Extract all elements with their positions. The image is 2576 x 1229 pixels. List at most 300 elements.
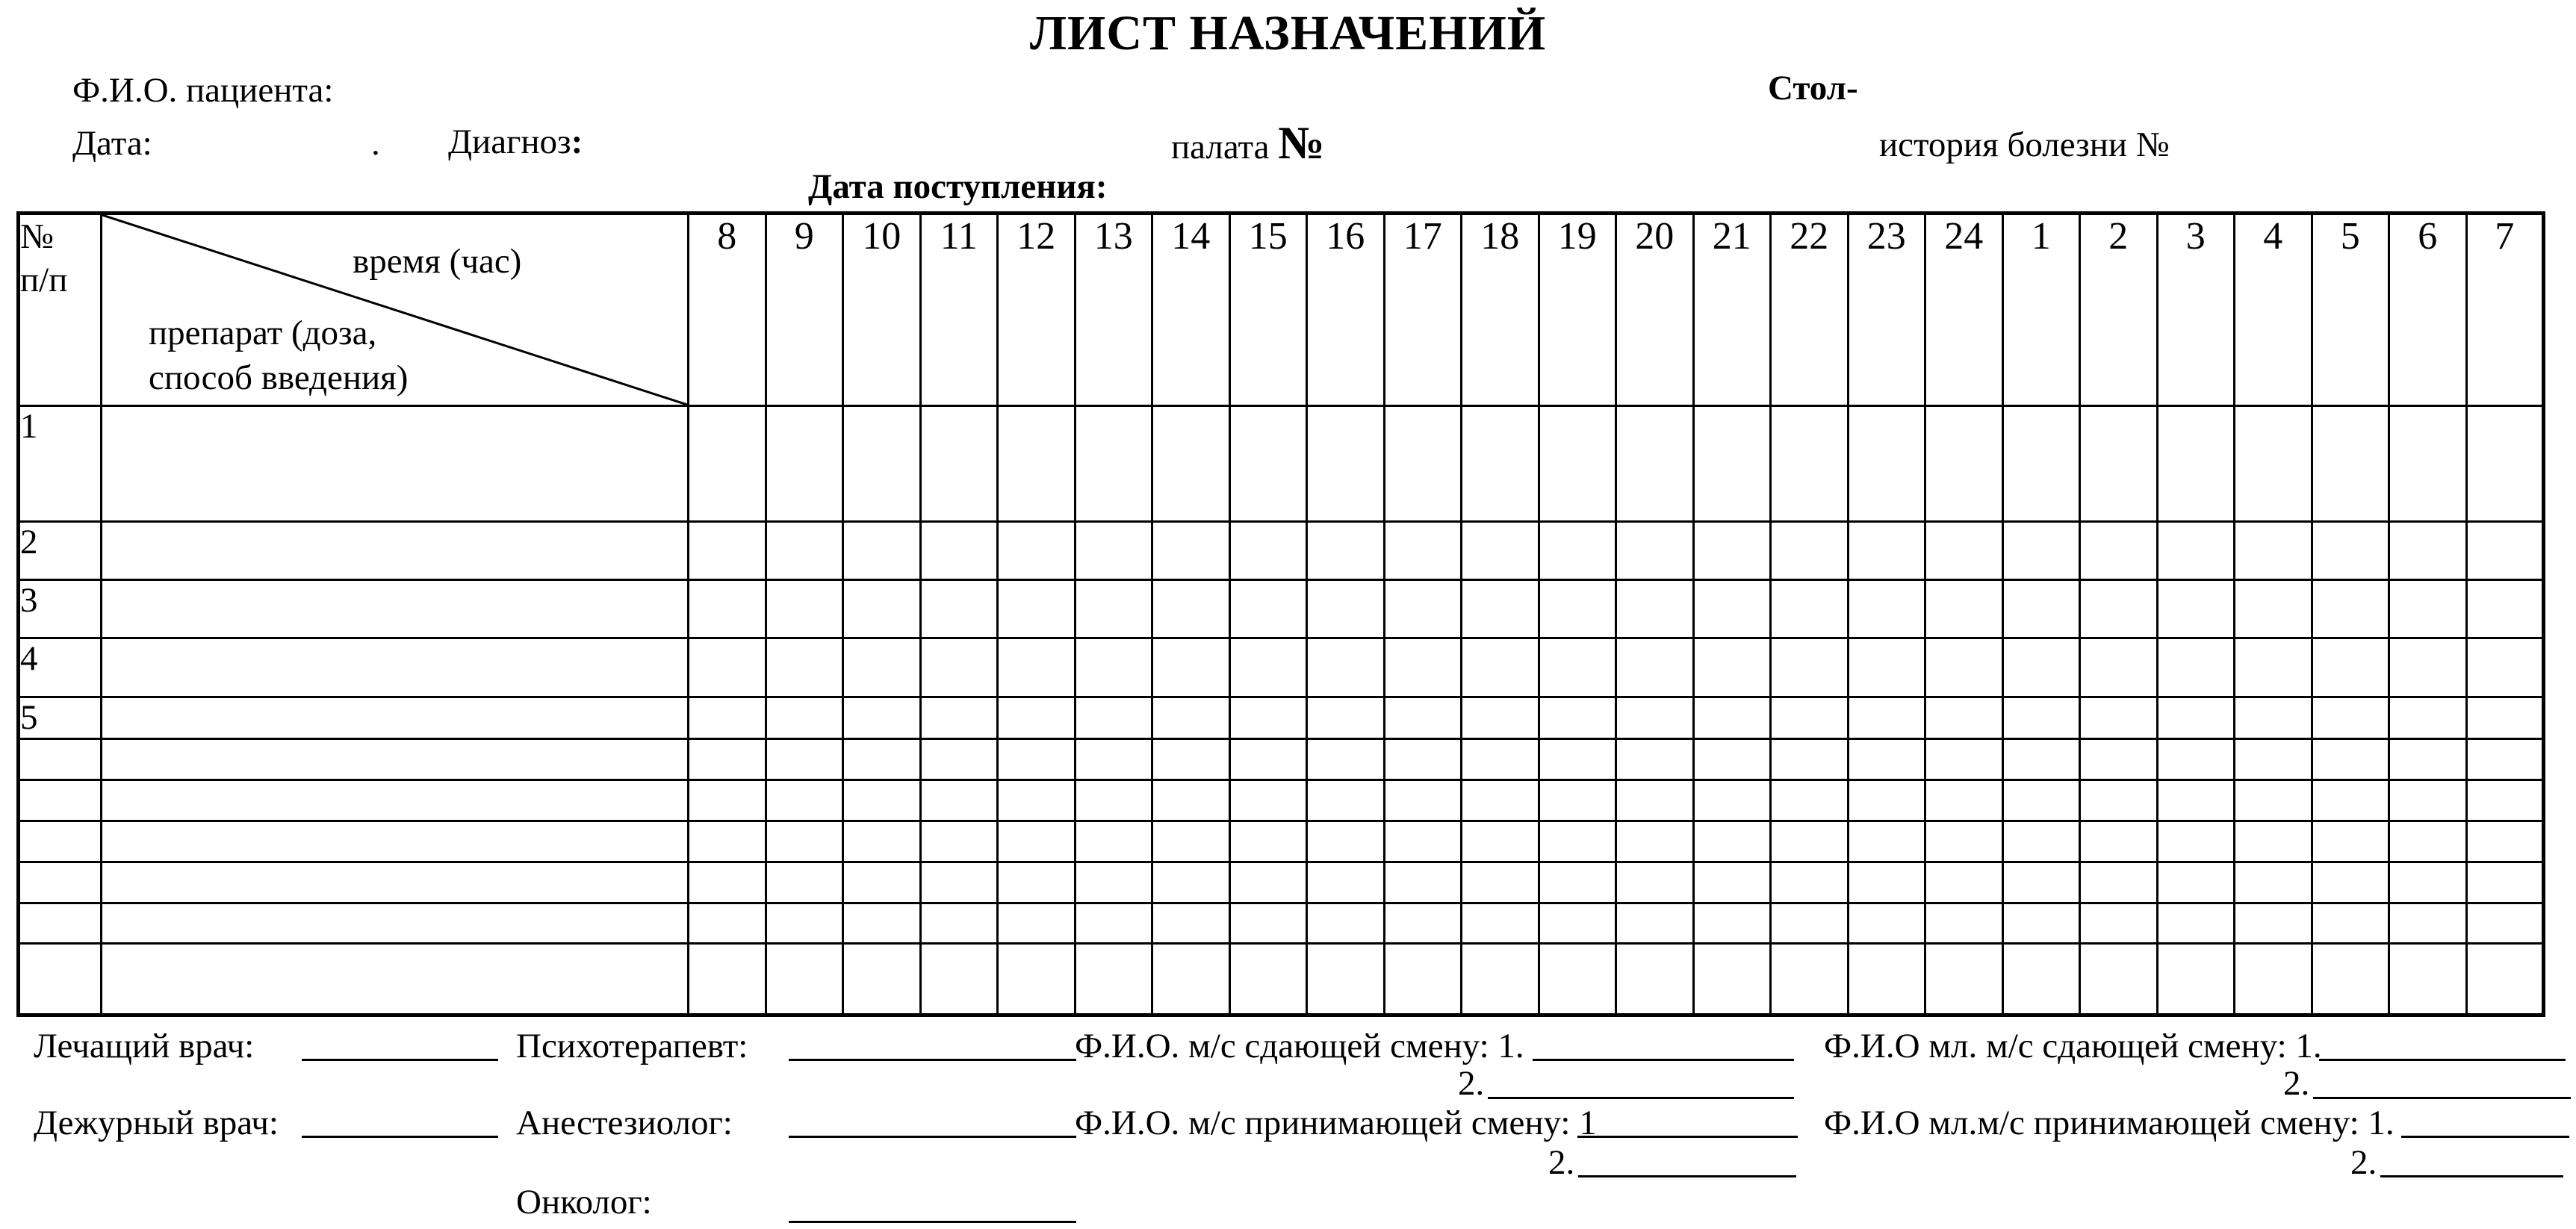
hour-header-cell-16: 16 — [1307, 214, 1385, 406]
hour-mark-cell — [1539, 821, 1616, 862]
hour-mark-cell — [1616, 580, 1694, 638]
hour-mark-cell — [1152, 580, 1230, 638]
hour-mark-cell — [1771, 821, 1849, 862]
hour-mark-cell — [1384, 522, 1462, 580]
hour-mark-cell — [2080, 406, 2158, 522]
hour-mark-cell — [689, 780, 766, 821]
hour-mark-cell — [1693, 739, 1771, 780]
drug-entry-cell — [102, 522, 689, 580]
hour-mark-cell — [1462, 580, 1539, 638]
hour-mark-cell — [1229, 780, 1307, 821]
hour-header-cell-24: 24 — [1925, 214, 2003, 406]
hour-mark-cell — [1616, 821, 1694, 862]
junior-nurse-in-2-label: 2. — [2350, 1143, 2377, 1182]
junior-nurse-in-label: Ф.И.О мл.м/с принимающей смену: 1. — [1824, 1104, 2395, 1142]
hour-mark-cell — [766, 580, 843, 638]
hour-mark-cell — [1771, 944, 1849, 1015]
hour-mark-cell — [1462, 780, 1539, 821]
hour-header-cell-18: 18 — [1462, 214, 1539, 406]
grid-row-10 — [19, 903, 2544, 944]
hour-header-cell-12: 12 — [998, 214, 1076, 406]
hour-mark-cell — [1848, 638, 1925, 697]
hour-mark-cell — [2080, 638, 2158, 697]
hour-mark-cell — [1307, 903, 1385, 944]
hour-mark-cell — [1075, 780, 1152, 821]
hour-mark-cell — [1925, 944, 2003, 1015]
junior-nurse-in-1-blank — [2401, 1136, 2569, 1138]
hour-mark-cell — [1462, 903, 1539, 944]
hour-mark-cell — [1229, 580, 1307, 638]
hour-header-cell-10: 10 — [843, 214, 921, 406]
hour-header-cell-8: 8 — [689, 214, 766, 406]
grid-row-8 — [19, 821, 2544, 862]
drug-entry-cell — [102, 697, 689, 739]
hour-mark-cell — [998, 406, 1076, 522]
drug-entry-cell — [102, 821, 689, 862]
hour-mark-cell — [1462, 522, 1539, 580]
hour-mark-cell — [1384, 821, 1462, 862]
hour-mark-cell — [1307, 780, 1385, 821]
hour-mark-cell — [2157, 739, 2235, 780]
hour-mark-cell — [1229, 638, 1307, 697]
hour-mark-cell — [2466, 739, 2544, 780]
hour-mark-cell — [2002, 821, 2080, 862]
hour-header-cell-13: 13 — [1075, 214, 1152, 406]
drug-entry-cell — [102, 580, 689, 638]
hour-mark-cell — [1539, 903, 1616, 944]
row-number-cell — [19, 780, 102, 821]
drug-entry-cell — [102, 406, 689, 522]
hour-mark-cell — [766, 406, 843, 522]
grid-header-row — [19, 214, 2544, 406]
hour-mark-cell — [1307, 862, 1385, 903]
hour-mark-cell — [1771, 862, 1849, 903]
psychotherapist-blank — [789, 1059, 1076, 1061]
hour-mark-cell — [1848, 821, 1925, 862]
hour-mark-cell — [1229, 522, 1307, 580]
hour-mark-cell — [1384, 406, 1462, 522]
drug-entry-cell — [102, 638, 689, 697]
hour-mark-cell — [1925, 580, 2003, 638]
hour-mark-cell — [2002, 638, 2080, 697]
hour-mark-cell — [920, 821, 998, 862]
hour-mark-cell — [1152, 697, 1230, 739]
hour-mark-cell — [2157, 821, 2235, 862]
psychotherapist-label: Психотерапевт: — [516, 1027, 748, 1065]
junior-nurse-out-1-blank — [2319, 1059, 2566, 1061]
hour-mark-cell — [920, 406, 998, 522]
hour-mark-cell — [1539, 944, 1616, 1015]
hour-mark-cell — [1925, 821, 2003, 862]
attending-physician-blank — [302, 1059, 498, 1061]
hour-mark-cell — [2389, 862, 2467, 903]
hour-mark-cell — [2080, 580, 2158, 638]
hour-mark-cell — [1229, 944, 1307, 1015]
hour-header-cell-7: 7 — [2466, 214, 2544, 406]
oncologist-label: Онколог: — [516, 1183, 652, 1222]
hour-mark-cell — [2235, 780, 2312, 821]
hour-mark-cell — [1693, 522, 1771, 580]
hour-mark-cell — [998, 821, 1076, 862]
hour-mark-cell — [2002, 862, 2080, 903]
hour-mark-cell — [689, 406, 766, 522]
hour-mark-cell — [998, 697, 1076, 739]
grid-row-1 — [19, 406, 2544, 522]
grid-row-11 — [19, 944, 2544, 1015]
anesthesiologist-blank — [789, 1136, 1076, 1138]
grid-row-2 — [19, 522, 2544, 580]
hour-mark-cell — [920, 580, 998, 638]
hour-mark-cell — [1539, 862, 1616, 903]
hour-mark-cell — [843, 903, 921, 944]
hour-mark-cell — [1771, 697, 1849, 739]
hour-mark-cell — [2389, 944, 2467, 1015]
hour-mark-cell — [1848, 697, 1925, 739]
hour-header-cell-21: 21 — [1693, 214, 1771, 406]
row-number-cell: 2 — [19, 522, 102, 580]
hour-mark-cell — [1539, 697, 1616, 739]
hour-mark-cell — [1462, 697, 1539, 739]
duty-physician-label: Дежурный врач: — [34, 1104, 279, 1142]
hour-mark-cell — [1229, 862, 1307, 903]
hour-mark-cell — [2002, 944, 2080, 1015]
hour-mark-cell — [2312, 944, 2389, 1015]
hour-mark-cell — [1539, 739, 1616, 780]
hour-mark-cell — [1848, 780, 1925, 821]
hour-mark-cell — [1771, 580, 1849, 638]
hour-mark-cell — [2235, 821, 2312, 862]
hour-mark-cell — [2157, 580, 2235, 638]
hour-mark-cell — [1539, 406, 1616, 522]
drug-entry-cell — [102, 944, 689, 1015]
hour-mark-cell — [2466, 944, 2544, 1015]
hour-mark-cell — [2389, 821, 2467, 862]
hour-mark-cell — [689, 522, 766, 580]
hour-mark-cell — [1075, 903, 1152, 944]
hour-mark-cell — [2002, 739, 2080, 780]
hour-mark-cell — [1693, 406, 1771, 522]
hour-mark-cell — [1693, 944, 1771, 1015]
hour-mark-cell — [1075, 580, 1152, 638]
hour-mark-cell — [2080, 522, 2158, 580]
hour-mark-cell — [1152, 638, 1230, 697]
nurse-in-1-blank — [1577, 1136, 1798, 1138]
hour-mark-cell — [843, 697, 921, 739]
hour-mark-cell — [1848, 580, 1925, 638]
hour-mark-cell — [2002, 580, 2080, 638]
hour-mark-cell — [1384, 739, 1462, 780]
hour-mark-cell — [1848, 944, 1925, 1015]
patient-name-label: Ф.И.О. пациента: — [72, 71, 334, 110]
hour-mark-cell — [1848, 739, 1925, 780]
hour-mark-cell — [2235, 697, 2312, 739]
hour-mark-cell — [920, 522, 998, 580]
hour-mark-cell — [1616, 406, 1694, 522]
drug-entry-cell — [102, 903, 689, 944]
hour-mark-cell — [998, 944, 1076, 1015]
hour-mark-cell — [2157, 903, 2235, 944]
hour-mark-cell — [1229, 739, 1307, 780]
hour-mark-cell — [1925, 862, 2003, 903]
row-number-cell — [19, 862, 102, 903]
grid-row-4 — [19, 638, 2544, 697]
nurse-out-2-label: 2. — [1458, 1064, 1485, 1103]
hour-mark-cell — [1152, 406, 1230, 522]
nurse-in-2-label: 2. — [1548, 1143, 1575, 1182]
hour-mark-cell — [2080, 739, 2158, 780]
hour-mark-cell — [1384, 780, 1462, 821]
grid-row-3 — [19, 580, 2544, 638]
hour-mark-cell — [2235, 522, 2312, 580]
hour-mark-cell — [1925, 697, 2003, 739]
hour-mark-cell — [1539, 780, 1616, 821]
junior-nurse-out-label: Ф.И.О мл. м/с сдающей смену: 1. — [1824, 1027, 2322, 1065]
hour-mark-cell — [766, 862, 843, 903]
hour-mark-cell — [920, 739, 998, 780]
hour-mark-cell — [2002, 780, 2080, 821]
hour-mark-cell — [2466, 580, 2544, 638]
drug-dose-label: препарат (доза, способ введения) — [149, 314, 409, 397]
hour-mark-cell — [1307, 944, 1385, 1015]
hour-mark-cell — [920, 780, 998, 821]
hour-mark-cell — [1307, 406, 1385, 522]
hour-mark-cell — [2235, 903, 2312, 944]
hour-mark-cell — [2080, 697, 2158, 739]
hour-header-cell-20: 20 — [1616, 214, 1694, 406]
hour-mark-cell — [2466, 406, 2544, 522]
junior-nurse-in-2-blank — [2380, 1175, 2563, 1177]
hour-header-cell-17: 17 — [1384, 214, 1462, 406]
hour-mark-cell — [1848, 522, 1925, 580]
hour-mark-cell — [1693, 697, 1771, 739]
hour-mark-cell — [1307, 697, 1385, 739]
hour-mark-cell — [1307, 821, 1385, 862]
hour-mark-cell — [766, 780, 843, 821]
row-number-cell — [19, 821, 102, 862]
hour-mark-cell — [843, 522, 921, 580]
hour-mark-cell — [1384, 862, 1462, 903]
junior-nurse-out-2-label: 2. — [2283, 1064, 2310, 1103]
hour-mark-cell — [2312, 862, 2389, 903]
hour-mark-cell — [1152, 522, 1230, 580]
hour-mark-cell — [1693, 580, 1771, 638]
hour-mark-cell — [2466, 522, 2544, 580]
hour-mark-cell — [1771, 406, 1849, 522]
hour-mark-cell — [1771, 638, 1849, 697]
nurse-out-label: Ф.И.О. м/с сдающей смену: 1. — [1075, 1027, 1524, 1065]
drug-entry-cell — [102, 739, 689, 780]
hour-mark-cell — [2080, 944, 2158, 1015]
hour-mark-cell — [2080, 903, 2158, 944]
hour-mark-cell — [2080, 862, 2158, 903]
hour-mark-cell — [766, 821, 843, 862]
hour-header-cell-2: 2 — [2080, 214, 2158, 406]
duty-physician-blank — [302, 1136, 498, 1138]
hour-mark-cell — [2389, 580, 2467, 638]
hour-mark-cell — [1152, 780, 1230, 821]
ward-number-sign: № — [1278, 118, 1325, 169]
hour-mark-cell — [920, 697, 998, 739]
hour-mark-cell — [1925, 780, 2003, 821]
hour-mark-cell — [1152, 903, 1230, 944]
row-number-cell: 3 — [19, 580, 102, 638]
hour-mark-cell — [998, 780, 1076, 821]
hour-mark-cell — [2002, 406, 2080, 522]
hour-mark-cell — [1616, 780, 1694, 821]
hour-mark-cell — [1771, 739, 1849, 780]
hour-mark-cell — [998, 522, 1076, 580]
hour-mark-cell — [2389, 697, 2467, 739]
hour-mark-cell — [2157, 862, 2235, 903]
hour-mark-cell — [2235, 739, 2312, 780]
oncologist-blank — [789, 1221, 1076, 1223]
hour-mark-cell — [689, 739, 766, 780]
hour-mark-cell — [1152, 862, 1230, 903]
hour-mark-cell — [766, 944, 843, 1015]
hour-mark-cell — [1229, 406, 1307, 522]
hour-mark-cell — [689, 862, 766, 903]
hour-mark-cell — [1075, 638, 1152, 697]
hour-mark-cell — [1616, 638, 1694, 697]
hour-mark-cell — [2002, 903, 2080, 944]
hour-header-cell-11: 11 — [920, 214, 998, 406]
hour-mark-cell — [1462, 821, 1539, 862]
page-title: ЛИСТ НАЗНАЧЕНИЙ — [1029, 6, 1547, 60]
hour-mark-cell — [1152, 944, 1230, 1015]
hour-mark-cell — [843, 580, 921, 638]
hour-mark-cell — [689, 580, 766, 638]
drug-entry-cell — [102, 780, 689, 821]
hour-mark-cell — [2312, 406, 2389, 522]
anesthesiologist-label: Анестезиолог: — [516, 1104, 733, 1142]
hour-mark-cell — [2466, 697, 2544, 739]
hour-header-cell-5: 5 — [2312, 214, 2389, 406]
hour-mark-cell — [1616, 739, 1694, 780]
hour-mark-cell — [2312, 580, 2389, 638]
hour-mark-cell — [843, 944, 921, 1015]
date-separator-dot: . — [371, 124, 380, 163]
row-number-cell: 5 — [19, 697, 102, 739]
hour-mark-cell — [689, 903, 766, 944]
hour-mark-cell — [2466, 903, 2544, 944]
hour-mark-cell — [2235, 580, 2312, 638]
hour-mark-cell — [2080, 780, 2158, 821]
hour-mark-cell — [766, 739, 843, 780]
hour-mark-cell — [998, 580, 1076, 638]
hour-mark-cell — [2235, 862, 2312, 903]
row-number-cell — [19, 739, 102, 780]
hour-mark-cell — [1616, 903, 1694, 944]
hour-header-cell-23: 23 — [1848, 214, 1925, 406]
hour-mark-cell — [1693, 780, 1771, 821]
hour-mark-cell — [1616, 697, 1694, 739]
nurse-in-2-blank — [1578, 1175, 1796, 1177]
hour-mark-cell — [1075, 697, 1152, 739]
attending-physician-label: Лечащий врач: — [34, 1027, 255, 1065]
hour-mark-cell — [2389, 638, 2467, 697]
hour-mark-cell — [2157, 522, 2235, 580]
prescription-grid — [16, 211, 2545, 1017]
hour-mark-cell — [766, 903, 843, 944]
hour-mark-cell — [1539, 522, 1616, 580]
hour-mark-cell — [1229, 697, 1307, 739]
hour-mark-cell — [689, 638, 766, 697]
hour-mark-cell — [1384, 580, 1462, 638]
grid-row-7 — [19, 780, 2544, 821]
hour-mark-cell — [920, 903, 998, 944]
nurse-out-2-blank — [1488, 1097, 1794, 1099]
hour-mark-cell — [1848, 903, 1925, 944]
hour-header-cell-3: 3 — [2157, 214, 2235, 406]
hour-mark-cell — [843, 780, 921, 821]
hour-mark-cell — [1925, 522, 2003, 580]
hour-mark-cell — [1075, 739, 1152, 780]
diagnosis-label: Диагноз: — [448, 122, 583, 161]
row-number-cell: 1 — [19, 406, 102, 522]
hour-mark-cell — [1307, 522, 1385, 580]
hour-mark-cell — [2002, 697, 2080, 739]
diet-table-label: Стол- — [1768, 69, 1858, 108]
hour-mark-cell — [2466, 862, 2544, 903]
hour-mark-cell — [2312, 522, 2389, 580]
hour-mark-cell — [1771, 522, 1849, 580]
grid-row-6 — [19, 739, 2544, 780]
ward-label: палата № — [1171, 118, 1325, 169]
hour-mark-cell — [1693, 638, 1771, 697]
hour-mark-cell — [1771, 780, 1849, 821]
hour-mark-cell — [920, 638, 998, 697]
hour-mark-cell — [2389, 903, 2467, 944]
hour-mark-cell — [1075, 406, 1152, 522]
hour-mark-cell — [1075, 944, 1152, 1015]
hour-mark-cell — [2466, 780, 2544, 821]
hour-header-cell-15: 15 — [1229, 214, 1307, 406]
hour-mark-cell — [766, 638, 843, 697]
hour-header-cell-14: 14 — [1152, 214, 1230, 406]
hour-header-cell-1: 1 — [2002, 214, 2080, 406]
nurse-in-label: Ф.И.О. м/с принимающей смену: 1 — [1075, 1104, 1597, 1142]
hour-mark-cell — [2466, 638, 2544, 697]
hour-mark-cell — [766, 697, 843, 739]
hour-mark-cell — [1229, 821, 1307, 862]
hour-mark-cell — [920, 862, 998, 903]
hour-header-cell-4: 4 — [2235, 214, 2312, 406]
hour-mark-cell — [843, 406, 921, 522]
hour-mark-cell — [1693, 862, 1771, 903]
hour-header-cell-9: 9 — [766, 214, 843, 406]
row-number-cell — [19, 903, 102, 944]
hour-mark-cell — [998, 638, 1076, 697]
hour-mark-cell — [843, 862, 921, 903]
hour-mark-cell — [2389, 780, 2467, 821]
hour-mark-cell — [2002, 522, 2080, 580]
hour-mark-cell — [1384, 638, 1462, 697]
hour-mark-cell — [1307, 580, 1385, 638]
hour-mark-cell — [2389, 522, 2467, 580]
junior-nurse-out-2-blank — [2313, 1097, 2571, 1099]
hour-mark-cell — [1462, 739, 1539, 780]
hour-mark-cell — [2157, 780, 2235, 821]
hour-mark-cell — [1925, 406, 2003, 522]
hour-mark-cell — [1075, 862, 1152, 903]
hour-mark-cell — [998, 739, 1076, 780]
hour-mark-cell — [2312, 739, 2389, 780]
hour-mark-cell — [1925, 638, 2003, 697]
hour-mark-cell — [1075, 821, 1152, 862]
hour-mark-cell — [1384, 697, 1462, 739]
hour-mark-cell — [1539, 638, 1616, 697]
hour-mark-cell — [1462, 862, 1539, 903]
